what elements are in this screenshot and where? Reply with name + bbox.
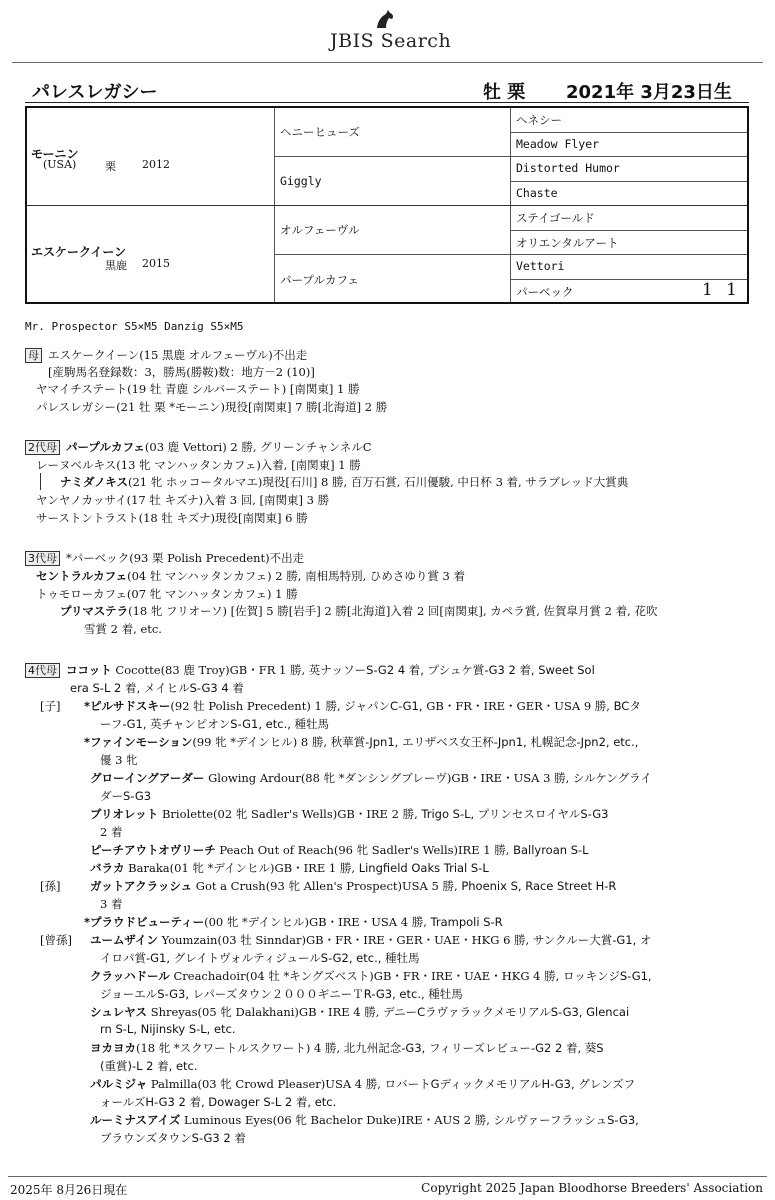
g4-dam-name[interactable]: ココット [66,663,112,677]
label-grandchild: [孫] [40,879,61,893]
dam-sire-sire[interactable]: ステイゴールド [516,211,595,225]
g2-grandfoal [60,474,628,490]
g4-grand-2-stakes: Ballyroan S-L [513,843,589,857]
g4-section-head [25,662,595,678]
g4-grand-1-stakes: シルケングライ [572,771,652,785]
g4-ggc-2 [90,968,652,984]
horse-logo-icon [374,8,396,30]
g4-ggc-2-cont: ジョーエルS-G3, レパーズタウン２０００ギニーＴR-G3, etc., 種牡馬 [100,987,463,1001]
sire-sire-dam[interactable]: Meadow Flyer [516,137,600,151]
g2-grandfoal-name[interactable]: ナミダノキス [60,475,128,489]
g4-child-2-cont: 優 3 牝 [100,753,138,767]
g4-child-1-stakes-2: BCタ [613,699,641,713]
g4-ggc-5-name[interactable]: パルミジャ [90,1077,148,1091]
dam-dam-dam[interactable]: パーベック [516,285,574,299]
g4-ggc-4-cont: (重賞)-L 2 着, etc. [100,1059,198,1073]
g4-grandchild-1-record: Got a Crush(93 牝 Allen's Prospect)USA 5 勝, [192,879,462,893]
g4-great-1-cont: 2 着 [100,825,123,839]
g4-grandchild-1-name[interactable]: ガットアクラッシュ [90,879,193,893]
g4-ggc-5-record: Palmilla(03 牝 Crowd Pleaser)USA 4 勝, [147,1077,385,1091]
g4-ggc-6-cont: ブラウンズタウンS-G3 2 着 [100,1131,246,1145]
title-underline [25,102,749,103]
dam-year: 2015 [142,257,170,270]
g4-tag: 4代母 [25,663,60,678]
g4-grand-2-record: Peach Out of Reach(96 牝 Sadler's Wells)IRE 1 勝, [215,843,514,857]
footer-copyright: Copyright 2025 Japan Bloodhorse Breeders' Association [421,1181,763,1195]
g4-child-1-stakes: ジャパンC-G1, [344,699,427,713]
g4-grand-1-record: Glowing Ardour(88 牝 *ダンシングブレーヴ)GB・IRE・USA 3 勝, [204,771,573,785]
g4-ggc-3 [90,1004,629,1020]
footer-divider [8,1176,767,1177]
g4-dam-stakes: 英ナッソーS-G2 4 着, プシュケ賞-G3 2 着, Sweet Sol [308,663,595,677]
g4-ggc-6-name[interactable]: ルーミナスアイズ [90,1113,181,1127]
dam-section-head [25,347,307,363]
g4-ggc-5 [90,1076,635,1092]
g3-foal-1-name[interactable]: セントラルカフェ [36,569,128,583]
g4-grandchild-1 [90,878,616,894]
g4-grandchild-2-stakes: Trampoli S-R [430,915,503,929]
g4-child-2-record: (99 牝 *デインヒル) 8 勝, [192,735,331,749]
g4-dam-stakes-cont: era S-L 2 着, メイヒルS-G3 4 着 [70,681,244,695]
g4-ggc-1 [90,932,651,948]
dam-color: 黒鹿 [105,259,127,272]
g4-grandchild-2-name[interactable]: *プラウドビューティー [84,915,205,929]
g4-grandchild-2 [84,914,503,930]
horse-name: パレスレガシー [32,82,158,103]
logo-text: JBIS Search [330,30,452,52]
g4-ggc-3-record: Shreyas(05 牝 Dalakhani)GB・IRE 4 勝, [147,1005,384,1019]
g4-great-1-stakes: Trigo S-L, プリンセスロイヤルS-G3 [421,807,609,821]
g4-ggc-5-cont: ォールズH-G3 2 着, Dowager S-L 2 着, etc. [100,1095,337,1109]
g2-tag: 2代母 [25,440,60,455]
sire-year: 2012 [142,158,170,171]
g2-branch-line [40,473,41,490]
g4-ggc-2-stakes: ロッキンジS-G1, [562,969,652,983]
pedigree-family-number: 1 1 [701,280,741,300]
g2-foal-2[interactable]: ヤンヤノカッサイ(17 牡 キズナ)入着 3 回, [南関東] 3 勝 [36,493,330,507]
dam-line: エスケークイーン(15 黒鹿 オルフェーヴル)不出走 [48,348,308,362]
g4-ggc-4-record: (18 牝 *スクワートルスクワート) 4 勝, [136,1041,344,1055]
g4-ggc-3-cont: rn S-L, Nijinsky S-L, etc. [100,1022,236,1036]
g4-grandchild-1-stakes: Phoenix S, Race Street H-R [461,879,617,893]
label-child: [子] [40,699,61,713]
g4-ggc-4-name[interactable]: ヨカヨカ [90,1041,136,1055]
g4-grand-1-name[interactable]: グローイングアーダー [90,771,205,785]
g4-ggc-2-name[interactable]: クラッハドール [90,969,170,983]
sire-color: 栗 [105,160,116,173]
dam-name[interactable]: エスケークイーン [31,245,127,259]
g4-ggc-1-record: Youmzain(03 牡 Sinndar)GB・FR・IRE・GER・UAE・HKG 6 勝, [157,933,533,947]
g4-child-1-cont: ーフ-G1, 英チャンピオンS-G1, etc., 種牡馬 [100,717,330,731]
g2-section-head [25,439,372,455]
g3-foal-2[interactable]: トゥモローカフェ(07 牝 マンハッタンカフェ) 1 勝 [36,587,298,601]
g3-dam-line[interactable]: *パーベック(93 栗 Polish Precedent)不出走 [66,551,305,565]
dam-dam-sire[interactable]: Vettori [516,259,565,273]
g4-ggc-6 [90,1112,639,1128]
g2-dam-record: (03 鹿 Vettori) 2 勝, グリーンチャンネルC [144,440,372,454]
inbreeding-info: Mr. Prospector S5×M5 Danzig S5×M5 [25,320,244,333]
dam-sire-dam[interactable]: オリエンタルアート [516,236,619,250]
g4-great-1-name[interactable]: ブリオレット [90,807,159,821]
g4-great-2-stakes: Lingfield Oaks Trial S-L [358,861,489,875]
dam-foal-2[interactable]: パレスレガシー(21 牡 栗 *モーニン)現役[南関東] 7 勝[北海道] 2 勝 [36,400,388,414]
g4-great-2 [90,860,489,876]
g4-ggc-6-stakes: シルヴァーフラッシュS-G3, [493,1113,639,1127]
sire-sire-sire[interactable]: ヘネシー [516,113,562,127]
sire-dam[interactable]: Giggly [280,174,322,188]
g3-tag: 3代母 [25,551,60,566]
g4-grand-2 [90,842,589,858]
sire-dam-dam[interactable]: Chaste [516,186,558,200]
g4-child-2 [84,734,638,750]
g4-ggc-6-record: Luminous Eyes(06 牝 Bachelor Duke)IRE・AUS 2 勝, [180,1113,494,1127]
g2-foal-3[interactable]: サーストントラスト(18 牡 キズナ)現役[南関東] 6 勝 [36,511,308,525]
g4-ggc-4-stakes: 北九州記念-G3, フィリーズレビュー-G2 2 着, 葵S [343,1041,604,1055]
g4-ggc-3-stakes: デニーCラヴァラックメモリアルS-G3, Glencai [383,1005,630,1019]
pedigree-table [25,106,749,304]
horse-sex-color: 牡 栗 [483,82,526,103]
g3-grandfoal [60,603,657,619]
footer-date: 2025年 8月26日現在 [10,1183,128,1197]
g3-grandfoal-name[interactable]: プリマステラ [60,604,129,618]
g4-ggc-3-name[interactable]: シュレヤス [90,1005,148,1019]
header-divider [12,62,763,63]
g3-foal-1 [36,568,465,584]
g4-child-1 [84,698,641,714]
g2-foal-1[interactable]: レーヌベルキス(13 牝 マンハッタンカフェ)入着, [南関東] 1 勝 [36,458,361,472]
g4-great-2-name[interactable]: バラカ [90,861,125,875]
g3-grandfoal-record-cont: 雪賞 2 着, etc. [84,622,162,636]
jbis-logo[interactable] [330,30,451,52]
g2-grandfoal-record: (21 牝 ホッコータルマエ)現役[石川] 8 勝, 百万石賞, 石川優駿, 中日杯 3 着, サラブレッド大賞典 [127,475,629,489]
g4-grandchild-2-record: (00 牝 *デインヒル)GB・IRE・USA 4 勝, [204,915,431,929]
g4-child-2-stakes: 秋華賞-Jpn1, エリザベス女王杯-Jpn1, 札幌記念-Jpn2, etc., [330,735,639,749]
dam-produce-summary: [産駒馬名登録数：3，勝馬(勝鞍)数：地方－2 (10)] [48,365,315,379]
g4-ggc-1-cont: イロパ賞-G1, グレイトヴォルティジュールS-G2, etc., 種牡馬 [100,951,420,965]
g3-grandfoal-record: (18 牝 フリオーソ) [佐賀] 5 勝[岩手] 2 勝[北海道]入着 2 回[南関東], カペラ賞, 佐賀皐月賞 2 着, 花吹 [128,604,658,618]
g4-ggc-1-name[interactable]: ユームザイン [90,933,158,947]
sire-country: (USA) [43,158,77,171]
g4-grand-2-name[interactable]: ピーチアウトオヴリーチ [90,843,216,857]
g4-ggc-2-record: Creachadoir(04 牡 *キングズベスト)GB・FR・IRE・UAE・HKG 4 勝, [169,969,563,983]
horse-birth-date: 2021年 3月23日生 [566,82,732,103]
g4-child-1-record: (92 牡 Polish Precedent) 1 勝, [170,699,345,713]
header [0,0,775,60]
g3-foal-1-record: (04 牡 マンハッタンカフェ) 2 勝, 南相馬特別, ひめさゆり賞 3 着 [127,569,466,583]
g4-child-1-name[interactable]: *ピルサドスキー [84,699,171,713]
g4-grand-1-cont: ダーS-G3 [100,789,152,803]
g4-ggc-1-stakes: サンクルー大賞-G1, オ [532,933,652,947]
g3-section-head [25,550,304,566]
g4-great-1-record: Briolette(02 牝 Sadler's Wells)GB・IRE 2 勝, [158,807,422,821]
dam-foal-1[interactable]: ヤマイチステート(19 牡 青鹿 シルバーステート) [南関東] 1 勝 [36,382,360,396]
sire-name[interactable]: モーニン [31,147,79,161]
dam-sire[interactable]: オルフェーヴル [280,223,360,237]
sire-sire[interactable]: ヘニーヒューズ [280,125,360,139]
sire-dam-sire[interactable]: Distorted Humor [516,161,620,175]
dam-dam[interactable]: パープルカフェ [280,273,359,287]
g4-grandchild-1-cont: 3 着 [100,897,123,911]
g4-great-1 [90,806,609,822]
g4-dam-record: Cocotte(83 鹿 Troy)GB・FR 1 勝, [111,663,309,677]
g2-dam-name[interactable]: パープルカフェ [66,440,145,454]
g4-child-2-name[interactable]: *ファインモーション [84,735,193,749]
label-great-grandchild: [曾孫] [40,933,72,947]
g4-ggc-4 [90,1040,604,1056]
g4-great-2-record: Baraka(01 牝 *デインヒル)GB・IRE 1 勝, [124,861,359,875]
g4-ggc-5-stakes: ロバートGディックメモリアルH-G3, グレンズフ [384,1077,636,1091]
g4-grand-1 [90,770,652,786]
dam-tag: 母 [25,348,42,363]
g4-child-1-wins: GB・FR・IRE・GER・USA 9 勝, [426,699,614,713]
